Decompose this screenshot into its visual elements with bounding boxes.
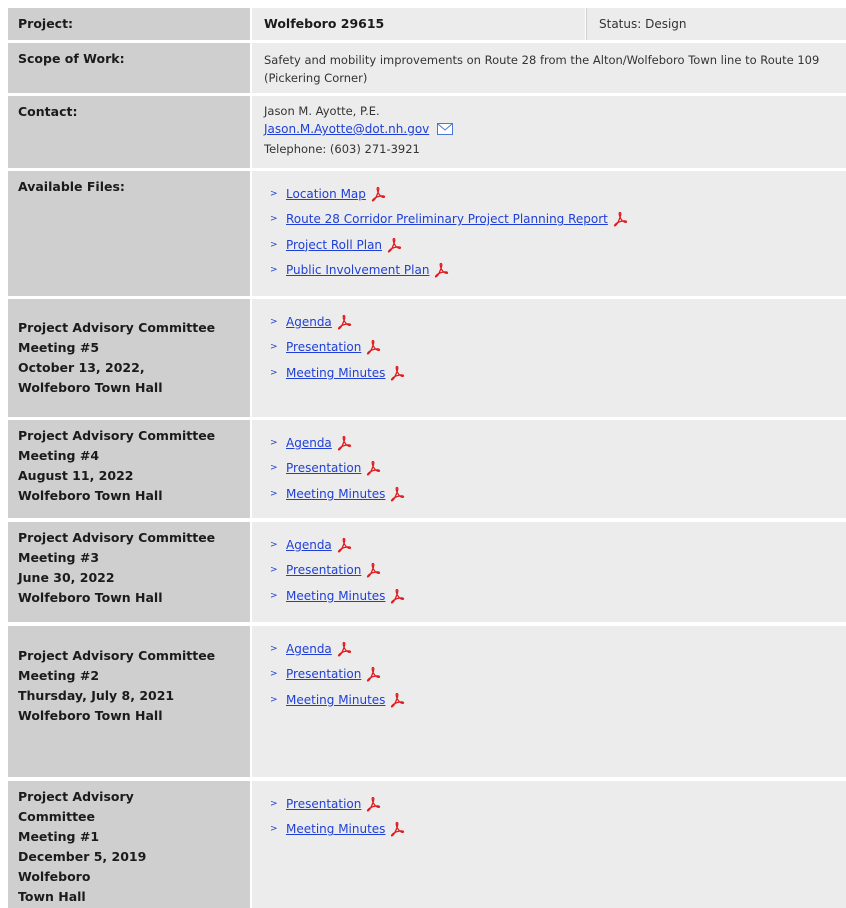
meeting-line: Project Advisory Committee bbox=[18, 428, 216, 443]
meeting-line: Project Advisory Committee bbox=[18, 530, 216, 545]
pdf-icon bbox=[389, 486, 405, 502]
presentation-link[interactable]: Presentation bbox=[286, 340, 362, 355]
file-link-planning-report[interactable]: Route 28 Corridor Preliminary Project Planning Report bbox=[286, 212, 608, 227]
meeting-line: Town Hall bbox=[18, 889, 86, 904]
pdf-icon bbox=[389, 365, 405, 381]
file-item bbox=[270, 335, 834, 361]
meeting-row bbox=[0, 626, 846, 777]
contact-row bbox=[0, 96, 846, 168]
meeting-line: August 11, 2022 bbox=[18, 468, 134, 483]
files-row bbox=[0, 171, 846, 296]
meeting-files bbox=[252, 522, 846, 622]
file-item bbox=[270, 791, 834, 817]
minutes-link[interactable]: Meeting Minutes bbox=[286, 822, 386, 837]
file-link-roll-plan[interactable]: Project Roll Plan bbox=[286, 237, 383, 252]
meeting-line: October 13, 2022, bbox=[18, 360, 145, 375]
project-label: Project: bbox=[8, 8, 250, 40]
chevron-right-icon: > bbox=[270, 488, 278, 499]
contact-label: Contact: bbox=[8, 96, 250, 168]
meeting-label bbox=[8, 299, 250, 417]
meeting-label bbox=[8, 522, 250, 622]
pdf-icon bbox=[389, 588, 405, 604]
scope-row bbox=[0, 43, 846, 93]
chevron-right-icon: > bbox=[270, 565, 278, 576]
pdf-icon bbox=[365, 339, 381, 355]
pdf-icon bbox=[336, 641, 352, 657]
meeting-line: Wolfeboro bbox=[18, 869, 91, 884]
pdf-icon bbox=[389, 821, 405, 837]
scope-value: Safety and mobility improvements on Route 28 from the Alton/Wolfeboro Town line to Route 109 (Pickering Corner) bbox=[252, 43, 846, 93]
file-item bbox=[270, 636, 834, 662]
meeting-row bbox=[0, 522, 846, 622]
file-item bbox=[270, 309, 834, 335]
contact-phone: Telephone: (603) 271-3921 bbox=[264, 142, 420, 156]
pdf-icon bbox=[365, 460, 381, 476]
meeting-files bbox=[252, 626, 846, 777]
file-item bbox=[270, 687, 834, 713]
chevron-right-icon: > bbox=[270, 367, 278, 378]
meeting-row bbox=[0, 420, 846, 518]
status-text: Status: Design bbox=[586, 8, 846, 40]
file-item bbox=[270, 532, 834, 558]
file-item bbox=[270, 662, 834, 688]
meeting-label bbox=[8, 626, 250, 777]
meeting-line: Meeting #4 bbox=[18, 448, 100, 463]
contact-value bbox=[252, 96, 846, 168]
agenda-link[interactable]: Agenda bbox=[286, 435, 332, 450]
pdf-icon bbox=[389, 692, 405, 708]
meeting-label bbox=[8, 420, 250, 518]
meeting-line: Wolfeboro Town Hall bbox=[18, 380, 163, 395]
meeting-line: December 5, 2019 bbox=[18, 849, 147, 864]
files-list bbox=[264, 179, 834, 283]
meeting-line: Project Advisory bbox=[18, 789, 134, 804]
chevron-right-icon: > bbox=[270, 316, 278, 327]
meeting-line: Wolfeboro Town Hall bbox=[18, 590, 163, 605]
pdf-icon bbox=[365, 562, 381, 578]
meeting-line: Project Advisory Committee bbox=[18, 648, 216, 663]
presentation-link[interactable]: Presentation bbox=[286, 796, 362, 811]
chevron-right-icon: > bbox=[270, 669, 278, 680]
minutes-link[interactable]: Meeting Minutes bbox=[286, 588, 386, 603]
meeting-files-list bbox=[264, 530, 834, 609]
minutes-link[interactable]: Meeting Minutes bbox=[286, 486, 386, 501]
chevron-right-icon: > bbox=[270, 188, 278, 199]
presentation-link[interactable]: Presentation bbox=[286, 563, 362, 578]
pdf-icon bbox=[365, 796, 381, 812]
meeting-line: Meeting #3 bbox=[18, 550, 100, 565]
agenda-link[interactable]: Agenda bbox=[286, 314, 332, 329]
file-item bbox=[270, 207, 834, 233]
file-item bbox=[270, 360, 834, 386]
file-item bbox=[270, 558, 834, 584]
chevron-right-icon: > bbox=[270, 694, 278, 705]
pdf-icon bbox=[365, 666, 381, 682]
contact-name: Jason M. Ayotte, P.E. bbox=[264, 104, 380, 118]
pdf-icon bbox=[336, 314, 352, 330]
project-row bbox=[0, 8, 846, 40]
meeting-files bbox=[252, 420, 846, 518]
chevron-right-icon: > bbox=[270, 214, 278, 225]
pdf-icon bbox=[336, 537, 352, 553]
file-link-involvement-plan[interactable]: Public Involvement Plan bbox=[286, 263, 430, 278]
chevron-right-icon: > bbox=[270, 539, 278, 550]
file-item bbox=[270, 456, 834, 482]
contact-email-link[interactable]: Jason.M.Ayotte@dot.nh.gov bbox=[264, 122, 430, 136]
minutes-link[interactable]: Meeting Minutes bbox=[286, 692, 386, 707]
meeting-line: Project Advisory Committee bbox=[18, 320, 216, 335]
pdf-icon bbox=[433, 262, 449, 278]
chevron-right-icon: > bbox=[270, 239, 278, 250]
meeting-line: Wolfeboro Town Hall bbox=[18, 488, 163, 503]
chevron-right-icon: > bbox=[270, 463, 278, 474]
meeting-files bbox=[252, 781, 846, 908]
files-label: Available Files: bbox=[8, 171, 250, 296]
meeting-line: Meeting #5 bbox=[18, 340, 100, 355]
mail-icon[interactable] bbox=[437, 122, 453, 140]
file-item bbox=[270, 817, 834, 843]
meeting-row bbox=[0, 781, 846, 908]
presentation-link[interactable]: Presentation bbox=[286, 461, 362, 476]
meeting-line: Meeting #1 bbox=[18, 829, 100, 844]
chevron-right-icon: > bbox=[270, 342, 278, 353]
meeting-line: Thursday, July 8, 2021 bbox=[18, 688, 175, 703]
meeting-files-list bbox=[264, 634, 834, 713]
pdf-icon bbox=[612, 211, 628, 227]
file-item bbox=[270, 181, 834, 207]
agenda-link[interactable]: Agenda bbox=[286, 537, 332, 552]
chevron-right-icon: > bbox=[270, 265, 278, 276]
chevron-right-icon: > bbox=[270, 643, 278, 654]
project-value: Wolfeboro 29615 bbox=[252, 8, 585, 40]
meeting-files-list bbox=[264, 789, 834, 842]
meeting-row bbox=[0, 299, 846, 417]
file-item bbox=[270, 583, 834, 609]
pdf-icon bbox=[336, 435, 352, 451]
file-item bbox=[270, 232, 834, 258]
meeting-label bbox=[8, 781, 250, 908]
meeting-files-list bbox=[264, 428, 834, 507]
scope-label: Scope of Work: bbox=[8, 43, 250, 93]
file-item bbox=[270, 430, 834, 456]
files-value bbox=[252, 171, 846, 296]
meeting-line: June 30, 2022 bbox=[18, 570, 115, 585]
contact-email-line bbox=[264, 120, 834, 140]
pdf-icon bbox=[386, 237, 402, 253]
chevron-right-icon: > bbox=[270, 798, 278, 809]
file-link-location-map[interactable]: Location Map bbox=[286, 186, 366, 201]
chevron-right-icon: > bbox=[270, 437, 278, 448]
pdf-icon bbox=[370, 186, 386, 202]
file-item bbox=[270, 481, 834, 507]
meeting-files bbox=[252, 299, 846, 417]
meeting-files-list bbox=[264, 307, 834, 386]
meeting-line: Committee bbox=[18, 809, 96, 824]
file-item bbox=[270, 258, 834, 284]
meeting-line: Wolfeboro Town Hall bbox=[18, 708, 163, 723]
agenda-link[interactable]: Agenda bbox=[286, 641, 332, 656]
meeting-line: Meeting #2 bbox=[18, 668, 100, 683]
minutes-link[interactable]: Meeting Minutes bbox=[286, 365, 386, 380]
chevron-right-icon: > bbox=[270, 824, 278, 835]
presentation-link[interactable]: Presentation bbox=[286, 667, 362, 682]
chevron-right-icon: > bbox=[270, 590, 278, 601]
